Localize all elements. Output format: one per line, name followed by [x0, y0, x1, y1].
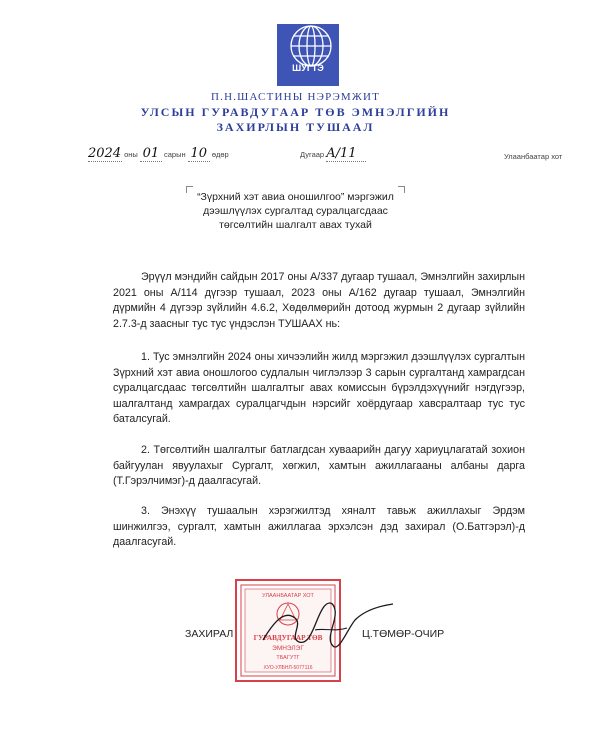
org-line-1: П.Н.ШАСТИНЫ НЭРЭМЖИТ — [210, 91, 381, 103]
number-value: A/11 — [326, 146, 366, 162]
stamp-line-3: ТБАГУТГ — [276, 655, 300, 661]
hospital-logo — [273, 20, 343, 88]
title-line-3: төгсөлтийн шалгалт авах тухай — [219, 219, 372, 231]
logo-text: ШУГТЭ — [292, 63, 324, 73]
order-item-1: 1. Тус эмнэлгийн 2024 оны хичээлийн жилд мэргэжил дээшлүүлэх сургалтын Зүрхний хэт авиа оношлогоо судлалын чиглэлээр 3 сарын сургалтанд хамрагдсан суралцагсдаас төгсөлтийн шалгалтыг авах комиссын бүрэлдэхүүнийг нэгдүгээр, шалгалтанд хамрагдах суралцагчдын нэрсийг хоёрдугаар хавсралтаар тус тус баталсугай. — [113, 351, 525, 426]
year-label: оны — [124, 150, 138, 159]
day-value: 10 — [188, 146, 210, 162]
handwritten-signature — [255, 590, 395, 660]
org-line-3: ЗАХИРЛЫН ТУШААЛ — [216, 120, 375, 134]
stamp-line-1: ГУРАВДУГААР ТӨВ — [253, 634, 323, 642]
number-line — [300, 146, 366, 162]
date-line — [88, 146, 229, 162]
document-title — [192, 190, 399, 232]
number-label: Дугаар — [300, 150, 325, 159]
org-line-2: УЛСЫН ГУРАВДУГААР ТӨВ ЭМНЭЛГИЙН — [140, 105, 451, 119]
city-label: Улаанбаатар хот — [504, 152, 563, 161]
day-label: өдөр — [211, 150, 229, 159]
stamp-bottom-text: ХУО-УЛБНЛ-5077116 — [263, 665, 313, 671]
title-line-1: “Зүрхний хэт авиа оношилгоо” мэргэжил — [197, 191, 394, 203]
signature-title: ЗАХИРАЛ — [185, 628, 234, 640]
year-value: 2024 — [88, 146, 122, 161]
preamble-paragraph: Эрүүл мэндийн сайдын 2017 оны А/337 дугаар тушаал, Эмнэлгийн захирлын 2021 оны А/114 дүгээр тушаал, 2023 оны А/162 дугаар тушаал, Эмнэлгийн дүрмийн 4 дүгээр зүйлийн 4.6.2, Хөдөлмөрийн дотоод журмын 2 дугаар зүйлийн 2.7.3-д заасныг тус тус үндэслэн ТУШААХ нь: — [113, 271, 525, 330]
month-label: сарын — [164, 150, 186, 159]
stamp-top-text: УЛААНБААТАР ХОТ — [262, 593, 314, 599]
order-item-3: 3. Энэхүү тушаалын хэрэгжилтэд хяналт тавьж ажиллахыг Эрдэм шинжилгээ, сургалт, хамтын ажиллагаа эрхэлсэн дэд захирал (О.Батгэрэл)-д даалгасугай. — [113, 505, 525, 549]
title-line-2: дээшлүүлэх сургалтад суралцагсдаас — [203, 205, 388, 217]
stamp-line-2: ЭМНЭЛЭГ — [272, 645, 304, 652]
month-value: 01 — [140, 146, 162, 162]
signatory-name: Ц.ТӨМӨР-ОЧИР — [362, 628, 445, 640]
order-item-2: 2. Төгсөлтийн шалгалтыг батлагдсан хуваарийн дагуу хариуцлагатай зохион байгуулан явуулахыг Сургалт, хөгжил, хамтын ажиллагааны албаны дарга (Т.Гэрэлчимэг)-д даалгасугай. — [113, 444, 525, 488]
